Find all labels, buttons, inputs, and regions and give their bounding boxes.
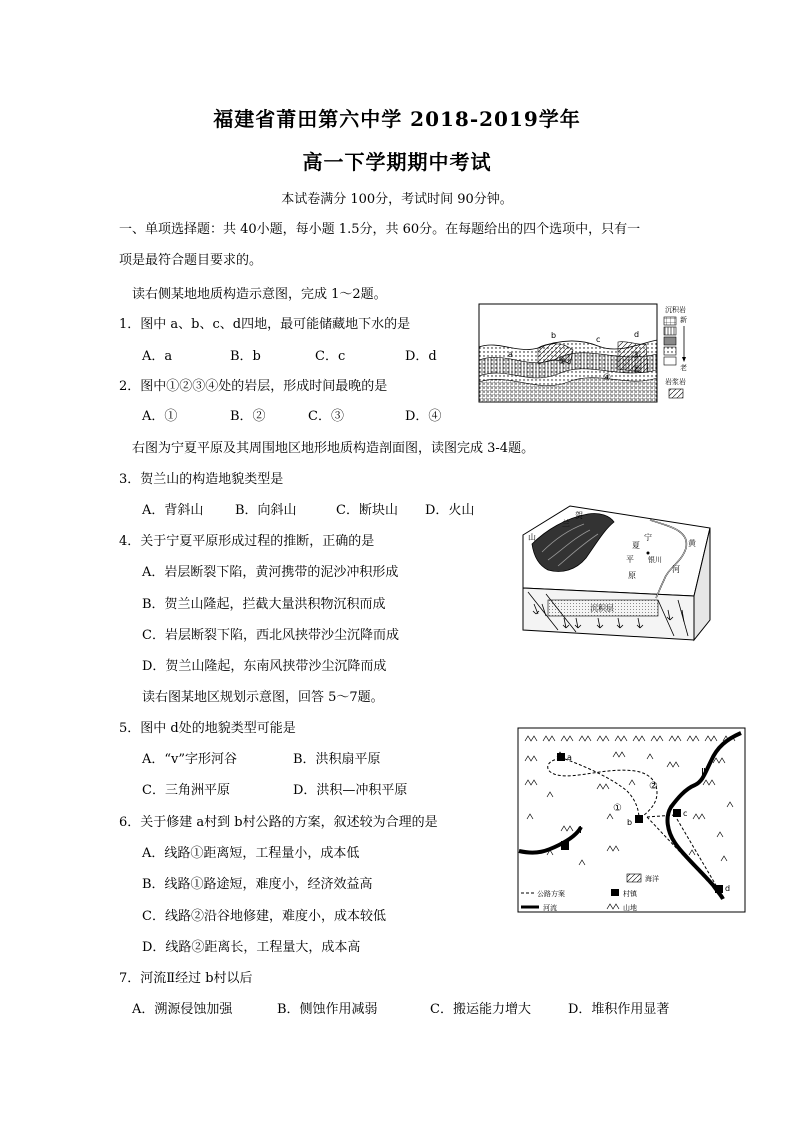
point-d-label: d [634,330,640,339]
label-yuan: 原 [628,571,636,580]
exam-info: 本试卷满分 100分，考试时间 90分钟。 [281,192,513,207]
label-ping: 平 [626,555,634,564]
q2-option-c[interactable]: C．③ [308,409,344,424]
q5-option-c[interactable]: C．三角洲平原 [142,783,230,798]
group3-intro: 读右图某地区规划示意图，回答 5～7题。 [142,690,384,705]
q4-option-a[interactable]: A．岩层断裂下陷，黄河携带的泥沙冲积形成 [142,565,399,580]
q7-option-d[interactable]: D．堆积作用显著 [568,1002,670,1017]
legend-ocean: 海洋 [645,875,659,883]
document-subtitle: 高一下学期期中考试 [302,150,492,174]
label-xia: 夏 [632,541,640,550]
label-huang: 黄 [688,539,696,548]
q1-option-a[interactable]: A．a [142,349,173,364]
q1-option-b[interactable]: B．b [230,349,261,364]
label-shan: 山 [528,533,536,542]
layer-1-label: ① [558,357,567,367]
q1-option-c[interactable]: C．c [315,349,346,364]
point-c: c [683,809,688,818]
q4-stem: 4．关于宁夏平原形成过程的推断，正确的是 [119,534,375,549]
point-d: d [725,884,731,893]
q7-option-b[interactable]: B．侧蚀作用减弱 [277,1002,378,1017]
point-a: a [567,753,572,762]
q6-option-c[interactable]: C．线路②沿谷地修建，难度小，成本较低 [142,909,386,924]
village-d [715,885,723,893]
label-he: 贺 [575,511,583,520]
legend-sedimentary: 沉积岩 [665,306,686,314]
label-he-river: 河 [672,565,680,574]
legend-road-plan: 公路方案 [537,890,565,898]
q5-option-b[interactable]: B．洪积扇平原 [293,752,381,767]
q2-stem: 2．图中①②③④处的岩层，形成时间最晚的是 [119,379,388,394]
q6-option-b[interactable]: B．线路①路途短，难度小，经济效益高 [142,877,373,892]
q2-option-b[interactable]: B．② [230,409,266,424]
layer-4-label: ④ [603,373,612,383]
q5-option-d[interactable]: D．洪积—冲积平原 [293,783,408,798]
label-ning: 宁 [644,533,652,542]
point-c-label: c [596,335,601,344]
document-title: 福建省莆田第六中学 2018-2019学年 [213,107,581,131]
q5-stem: 5．图中 d处的地貌类型可能是 [119,721,296,736]
point-b-label: b [551,331,557,340]
q1-option-d[interactable]: D．d [405,349,437,364]
label-yinchuan: 银川 [648,556,662,564]
q1-stem: 1．图中 a、b、c、d四地，最可能储藏地下水的是 [119,317,411,332]
q4-option-b[interactable]: B．贺兰山隆起，拦截大量洪积物沉积而成 [142,597,386,612]
q3-stem: 3．贺兰山的构造地貌类型是 [119,472,284,487]
legend-river: 河流 [543,904,557,912]
village-c [673,809,681,817]
q6-stem: 6．关于修建 a村到 b村公路的方案，叙述较为合理的是 [119,815,438,830]
section-heading-line2: 项是最符合题目要求的。 [119,253,263,268]
legend-mountain: 山地 [623,904,637,912]
q2-option-a[interactable]: A．① [142,409,178,424]
q4-option-d[interactable]: D．贺兰山隆起，东南风挟带沙尘沉降而成 [142,659,387,674]
q3-option-a[interactable]: A．背斜山 [142,503,204,518]
legend-village: 村镇 [623,890,637,898]
q3-option-d[interactable]: D．火山 [425,503,475,518]
q4-option-c[interactable]: C．岩层断裂下陷，西北风挟带沙尘沉降而成 [142,628,399,643]
legend-magma: 岩浆岩 [665,378,686,386]
label-lan: 兰 [562,519,570,528]
q3-option-b[interactable]: B．向斜山 [235,503,297,518]
q6-option-a[interactable]: A．线路①距离短，工程量小，成本低 [142,846,360,861]
river-II-label: Ⅱ [701,767,706,778]
ningxia-plain-figure [518,500,714,648]
point-a-label: a [508,350,513,359]
q5-option-a[interactable]: A．“v”字形河谷 [142,752,238,767]
layer-3-label: ③ [632,351,641,361]
village-a [557,753,565,761]
label-sediment-layer: 沉积层 [590,604,614,613]
q7-option-c[interactable]: C．搬运能力增大 [430,1002,531,1017]
group1-intro: 读右侧某地地质构造示意图，完成 1～2题。 [132,287,387,302]
regional-planning-map [517,727,746,913]
route-2-label: ② [649,781,658,792]
group2-intro: 右图为宁夏平原及其周围地区地形地质构造剖面图，读图完成 3-4题。 [132,441,535,456]
river-I-label: Ⅰ [579,825,582,836]
q3-option-c[interactable]: C．断块山 [336,503,398,518]
section-heading-line1: 一、单项选择题：共 40小题，每小题 1.5分，共 60分。在每题给出的四个选项中，只有一 [119,222,641,237]
q7-option-a[interactable]: A．溯源侵蚀加强 [132,1002,233,1017]
layer-2-label: ② [632,365,641,375]
geology-structure-figure [478,302,700,406]
legend-new: 新 [680,316,687,324]
point-b: b [627,818,633,827]
q7-stem: 7．河流Ⅱ经过 b村以后 [119,971,253,986]
q2-option-d[interactable]: D．④ [405,409,442,424]
legend-old: 老 [680,364,687,372]
q6-option-d[interactable]: D．线路②距离长，工程量大，成本高 [142,940,361,955]
route-1-label: ① [613,803,622,814]
village-b [635,815,643,823]
